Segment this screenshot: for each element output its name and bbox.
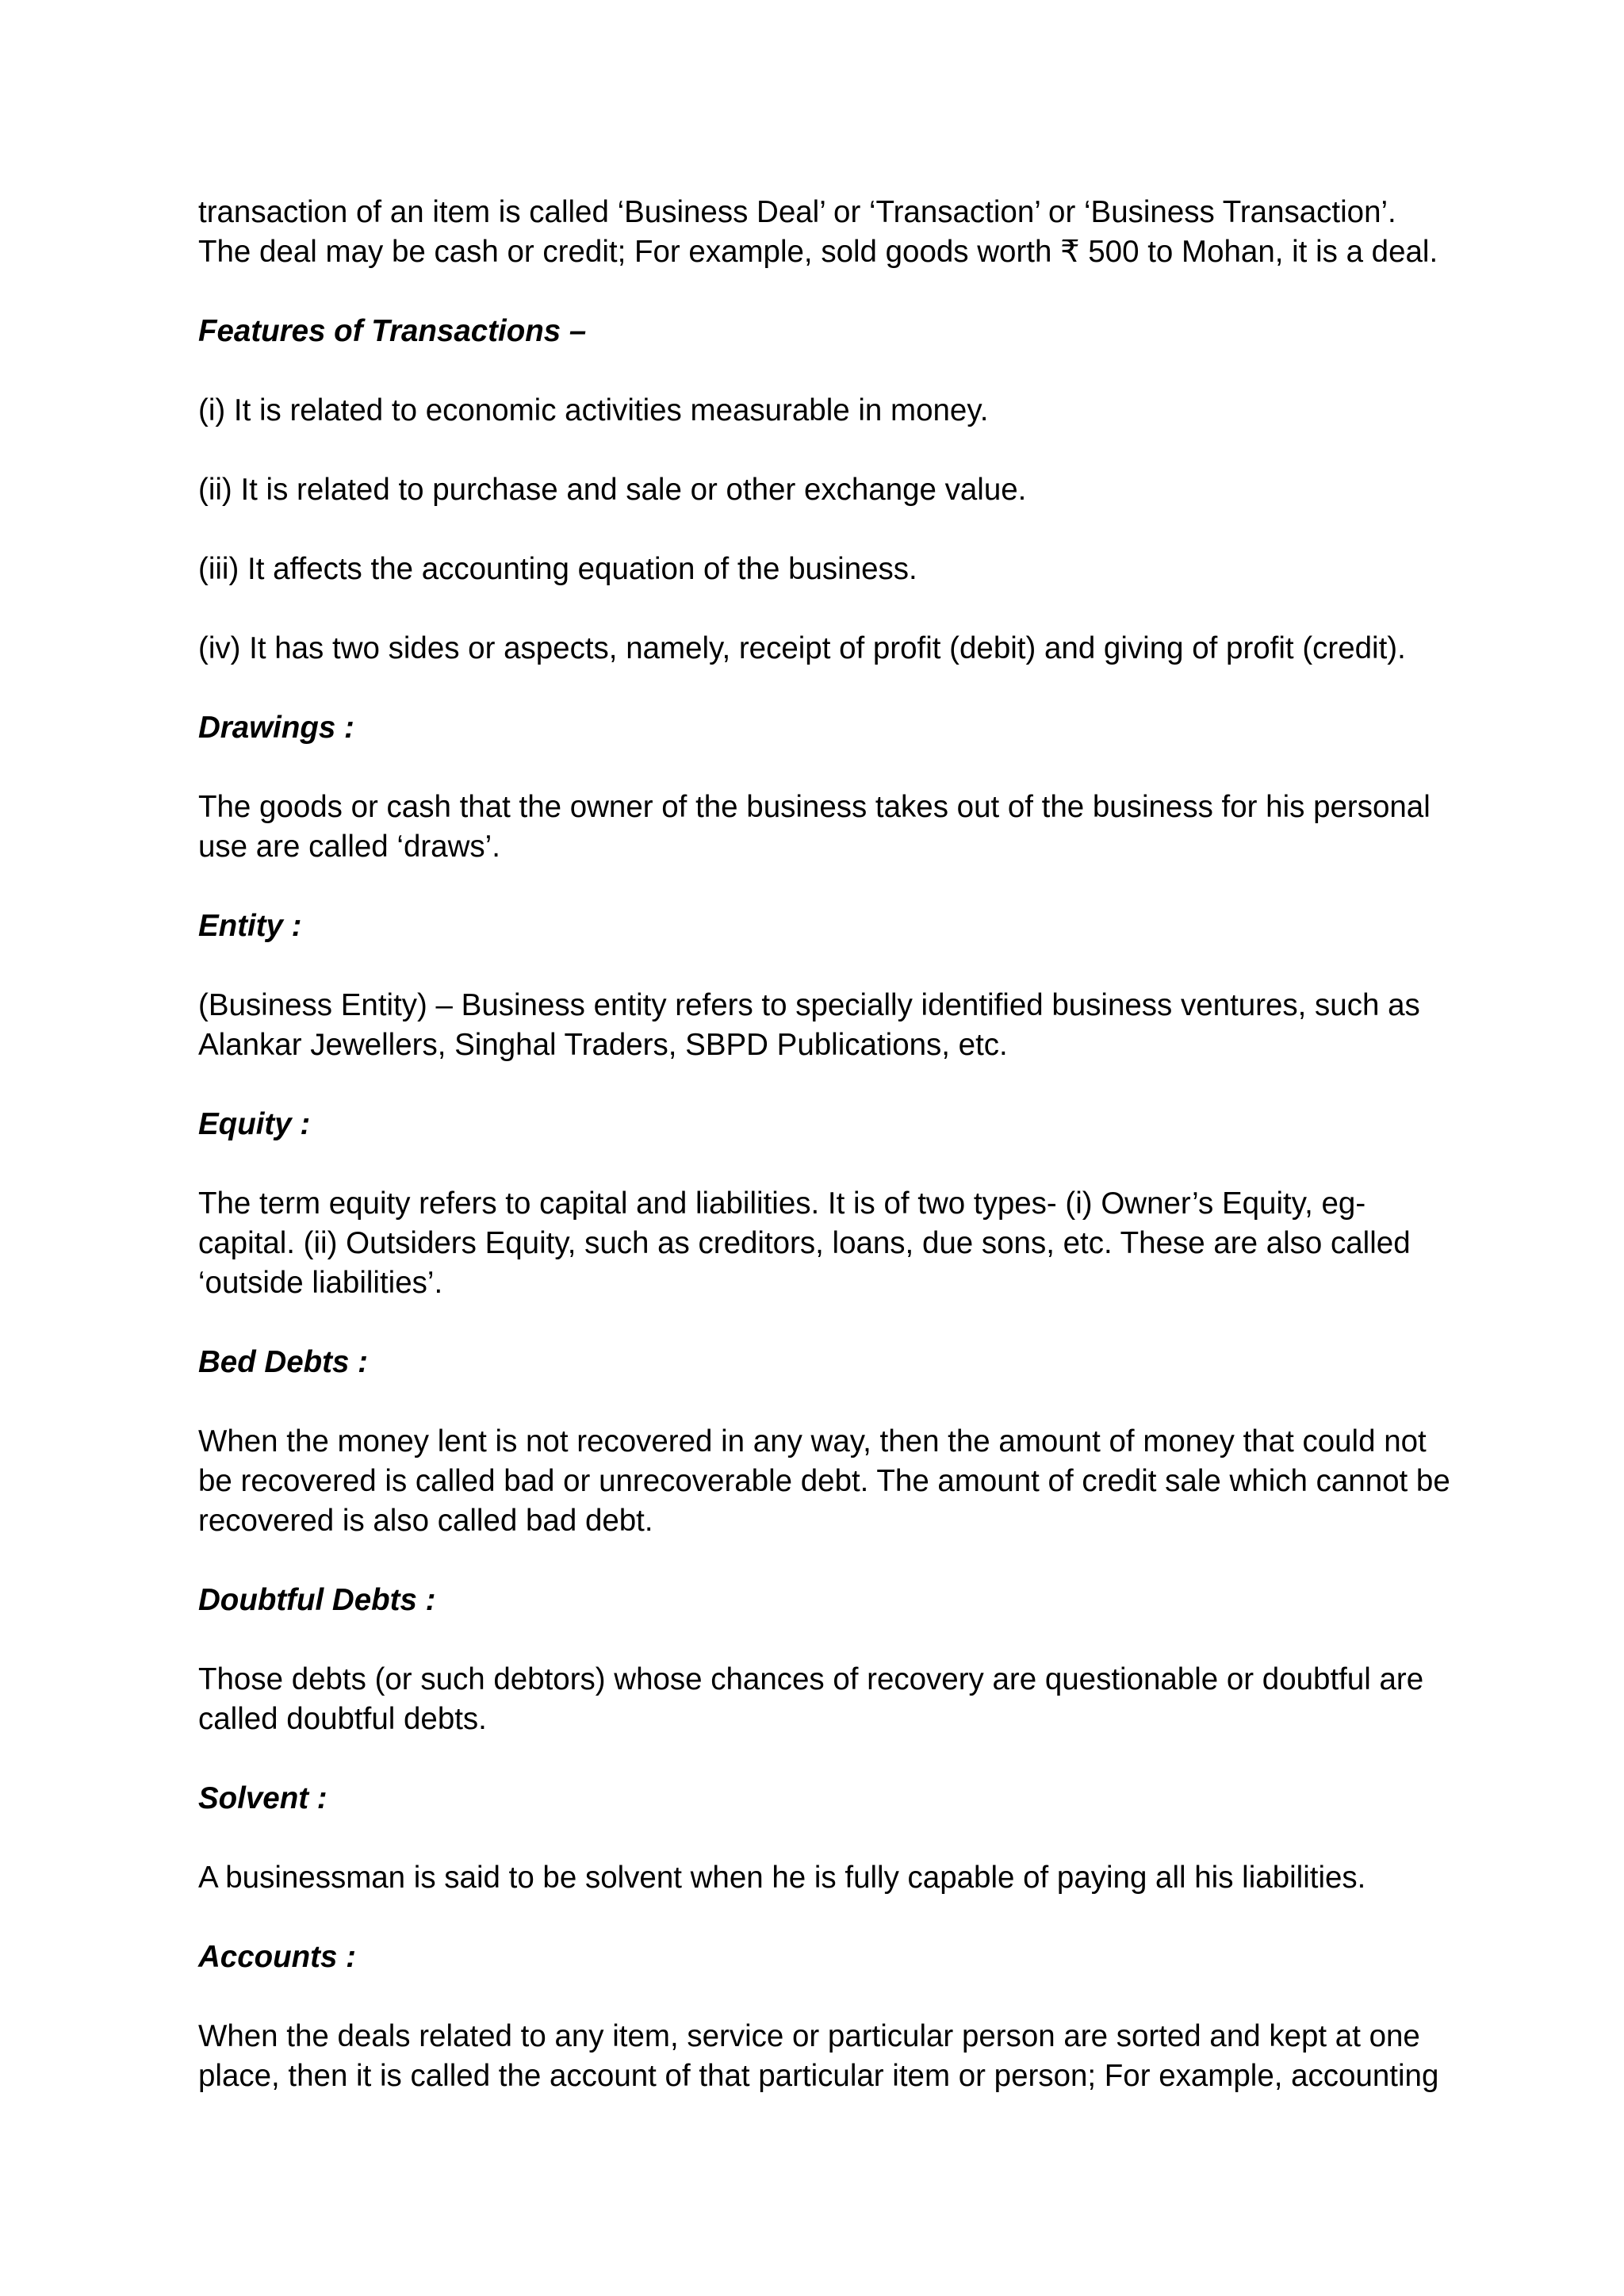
intro-paragraph xyxy=(198,193,1451,272)
text-line: ‘outside liabilities’. xyxy=(198,1266,443,1300)
text-line: transaction of an item is called ‘Business Deal’ or ‘Transaction’ or ‘Business Transaction’. xyxy=(198,195,1396,229)
text-line: A businessman is said to be solvent when he is fully capable of paying all his liabilities. xyxy=(198,1861,1366,1895)
feature-item: (i) It is related to economic activities measurable in money. xyxy=(198,393,989,427)
text-line: The deal may be cash or credit; For example, sold goods worth ₹ 500 to Mohan, it is a deal. xyxy=(198,235,1438,269)
text-line: Alankar Jewellers, Singhal Traders, SBPD Publications, etc. xyxy=(198,1028,1008,1062)
text-line: Those debts (or such debtors) whose chances of recovery are questionable or doubtful are xyxy=(198,1662,1424,1696)
text-line: capital. (ii) Outsiders Equity, such as creditors, loans, due sons, etc. These are also called xyxy=(198,1226,1411,1260)
equity-paragraph xyxy=(198,1184,1451,1303)
text-line: recovered is also called bad debt. xyxy=(198,1504,653,1538)
doubtful-debts-paragraph xyxy=(198,1660,1451,1739)
accounts-paragraph xyxy=(198,2017,1451,2096)
text-line: use are called ‘draws’. xyxy=(198,830,500,864)
bad-debts-heading: Bed Debts : xyxy=(198,1345,368,1379)
document-page xyxy=(198,193,1451,2136)
drawings-paragraph xyxy=(198,788,1451,867)
accounts-heading: Accounts : xyxy=(198,1940,356,1974)
drawings-heading: Drawings : xyxy=(198,711,354,745)
feature-item: (iv) It has two sides or aspects, namely, receipt of profit (debit) and giving of profit (credit). xyxy=(198,631,1406,665)
bad-debts-paragraph xyxy=(198,1422,1451,1541)
equity-heading: Equity : xyxy=(198,1107,311,1141)
text-line: When the money lent is not recovered in any way, then the amount of money that could not xyxy=(198,1424,1427,1458)
text-line: The term equity refers to capital and liabilities. It is of two types- (i) Owner’s Equity, eg- xyxy=(198,1186,1366,1221)
features-heading: Features of Transactions – xyxy=(198,314,587,348)
text-line: place, then it is called the account of that particular item or person; For example, accounting xyxy=(198,2059,1439,2093)
entity-heading: Entity : xyxy=(198,909,302,943)
solvent-heading: Solvent : xyxy=(198,1781,327,1815)
entity-paragraph xyxy=(198,986,1451,1065)
text-line: called doubtful debts. xyxy=(198,1702,487,1736)
feature-item: (iii) It affects the accounting equation of the business. xyxy=(198,552,917,586)
text-line: When the deals related to any item, service or particular person are sorted and kept at one xyxy=(198,2019,1420,2053)
solvent-paragraph xyxy=(198,1858,1451,1898)
text-line: be recovered is called bad or unrecoverable debt. The amount of credit sale which cannot be xyxy=(198,1464,1450,1498)
doubtful-debts-heading: Doubtful Debts : xyxy=(198,1583,436,1617)
text-line: (Business Entity) – Business entity refers to specially identified business ventures, such as xyxy=(198,988,1420,1022)
feature-item: (ii) It is related to purchase and sale or other exchange value. xyxy=(198,473,1027,507)
text-line: The goods or cash that the owner of the business takes out of the business for his personal xyxy=(198,790,1431,824)
